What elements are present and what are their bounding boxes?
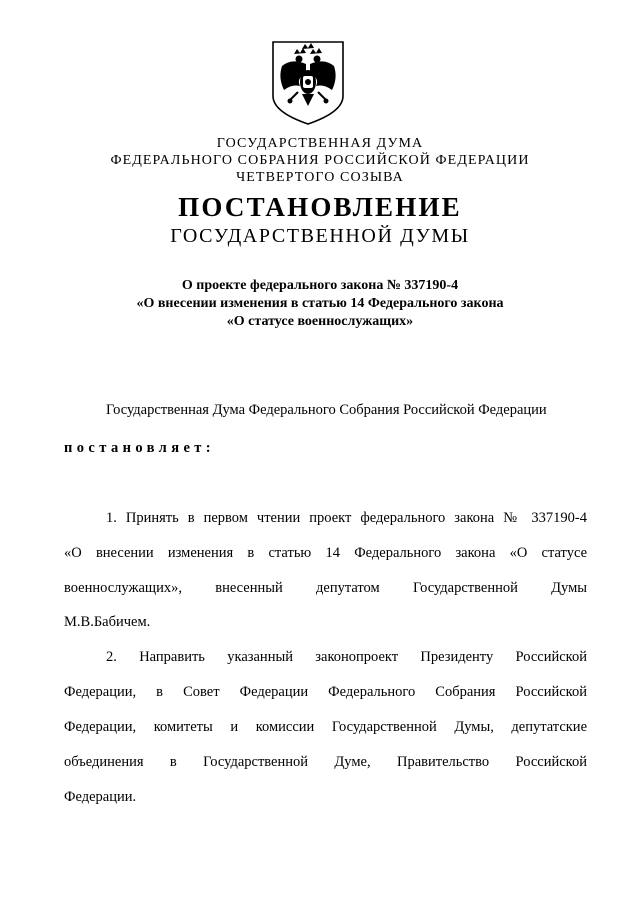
document-title: ПОСТАНОВЛЕНИЕ bbox=[178, 192, 462, 222]
paragraph-2-line-4: объединения в Государственной Думе, Правительство Российской bbox=[64, 754, 587, 770]
subject-line-2: «О внесении изменения в статью 14 Федерального закона bbox=[136, 296, 504, 311]
paragraph-1-line-1: 1. Принять в первом чтении проект федерального закона № 337190-4 bbox=[106, 510, 587, 526]
paragraph-2-line-1: 2. Направить указанный законопроект Президенту Российской bbox=[106, 649, 587, 665]
subject-line-1: О проекте федерального закона № 337190-4 bbox=[181, 278, 459, 293]
paragraph-2-line-2: Федерации, в Совет Федерации Федерального Собрания Российской bbox=[64, 684, 587, 700]
org-name-line-1: ГОСУДАРСТВЕННАЯ ДУМА bbox=[216, 136, 424, 151]
intro-text: Государственная Дума Федерального Собрания Российской Федерации bbox=[106, 402, 547, 418]
subject-line-3: «О статусе военнослужащих» bbox=[226, 314, 414, 329]
document-subtitle: ГОСУДАРСТВЕННОЙ ДУМЫ bbox=[170, 225, 470, 247]
paragraph-2-line-3: Федерации, комитеты и комиссии Государственной Думы, депутатские bbox=[64, 719, 587, 735]
russian-double-headed-eagle-icon bbox=[270, 40, 346, 126]
paragraph-2-line-5: Федерации. bbox=[64, 789, 137, 805]
convocation-line: ЧЕТВЕРТОГО СОЗЫВА bbox=[236, 170, 404, 185]
decrees-word: постановляет: bbox=[64, 440, 216, 456]
paragraph-1-line-4: М.В.Бабичем. bbox=[64, 614, 151, 630]
paragraph-1-line-3: военнослужащих», внесенный депутатом Государственной Думы bbox=[64, 580, 587, 596]
coat-of-arms-emblem bbox=[270, 40, 346, 126]
paragraph-1-line-2: «О внесении изменения в статью 14 Федерального закона «О статусе bbox=[64, 545, 587, 561]
org-name-line-2: ФЕДЕРАЛЬНОГО СОБРАНИЯ РОССИЙСКОЙ ФЕДЕРАЦИИ bbox=[110, 153, 530, 168]
